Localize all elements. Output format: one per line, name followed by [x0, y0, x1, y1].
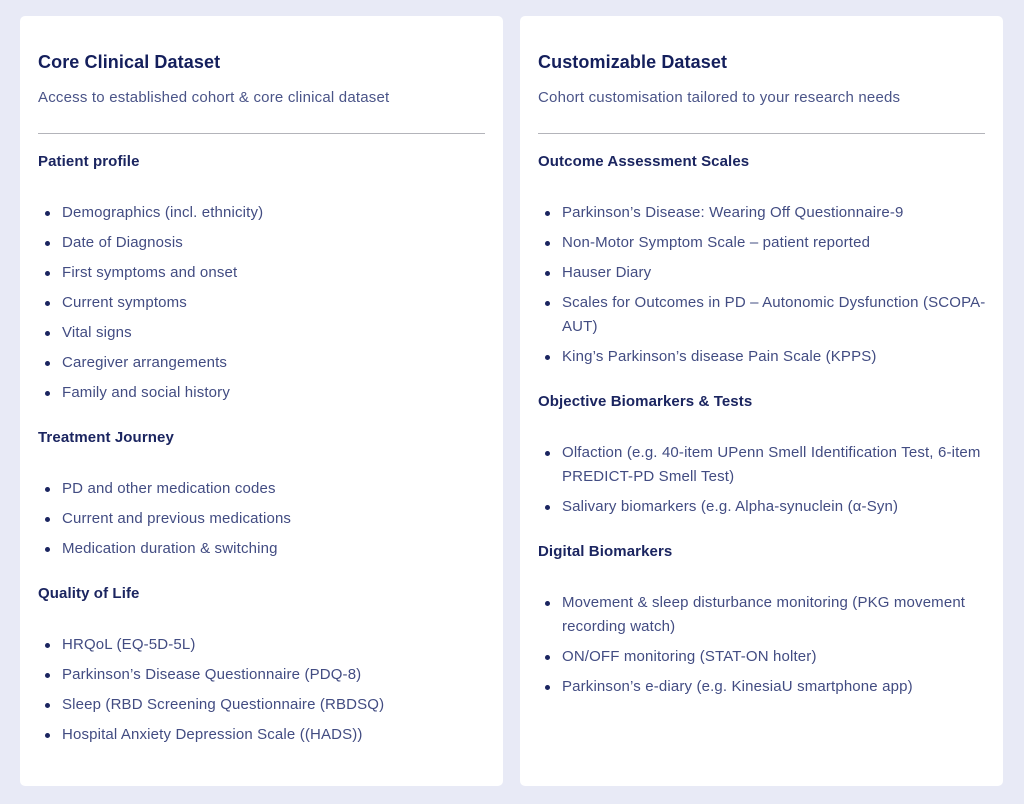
- list-item: Salivary biomarkers (e.g. Alpha-synuclein (α-Syn): [538, 495, 993, 519]
- bullet-icon: [45, 361, 50, 366]
- card-subtitle: Cohort customisation tailored to your research needs: [538, 89, 901, 106]
- bullet-icon: [45, 331, 50, 336]
- list-item: Demographics (incl. ethnicity): [38, 201, 493, 225]
- digital-biomarkers-list: [538, 591, 993, 699]
- bullet-icon: [545, 241, 550, 246]
- list-item: Vital signs: [38, 321, 493, 345]
- bullet-icon: [545, 601, 550, 606]
- list-item: Date of Diagnosis: [38, 231, 493, 255]
- bullet-icon: [45, 703, 50, 708]
- bullet-icon: [45, 517, 50, 522]
- bullet-icon: [45, 673, 50, 678]
- list-item: PD and other medication codes: [38, 477, 493, 501]
- bullet-icon: [545, 685, 550, 690]
- bullet-icon: [45, 301, 50, 306]
- list-item: Parkinson’s Disease: Wearing Off Questionnaire-9: [538, 201, 993, 225]
- bullet-icon: [545, 271, 550, 276]
- list-item: Sleep (RBD Screening Questionnaire (RBDSQ): [38, 693, 493, 717]
- section-title-patient-profile: Patient profile: [38, 153, 140, 170]
- list-item: ON/OFF monitoring (STAT-ON holter): [538, 645, 993, 669]
- objective-biomarkers-list: [538, 441, 993, 519]
- list-item: Hauser Diary: [538, 261, 993, 285]
- list-item: Movement & sleep disturbance monitoring (PKG movement recording watch): [538, 591, 993, 639]
- list-item: First symptoms and onset: [38, 261, 493, 285]
- quality-of-life-list: [38, 633, 493, 747]
- outcome-assessment-list: [538, 201, 993, 369]
- divider: [538, 133, 985, 134]
- list-item: Current and previous medications: [38, 507, 493, 531]
- list-item: Olfaction (e.g. 40-item UPenn Smell Identification Test, 6-item PREDICT-PD Smell Test): [538, 441, 993, 489]
- section-title-outcome-assessment-scales: Outcome Assessment Scales: [538, 153, 750, 170]
- bullet-icon: [45, 211, 50, 216]
- customizable-dataset-card: [520, 16, 1003, 786]
- list-item: King’s Parkinson’s disease Pain Scale (KPPS): [538, 345, 993, 369]
- list-item: Family and social history: [38, 381, 493, 405]
- bullet-icon: [545, 655, 550, 660]
- list-item: Medication duration & switching: [38, 537, 493, 561]
- divider: [38, 133, 485, 134]
- bullet-icon: [545, 505, 550, 510]
- bullet-icon: [45, 487, 50, 492]
- list-item: Parkinson’s e-diary (e.g. KinesiaU smartphone app): [538, 675, 993, 699]
- patient-profile-list: [38, 201, 493, 405]
- bullet-icon: [545, 301, 550, 306]
- card-title: Customizable Dataset: [538, 52, 728, 72]
- list-item: Caregiver arrangements: [38, 351, 493, 375]
- bullet-icon: [45, 391, 50, 396]
- card-title: Core Clinical Dataset: [38, 52, 221, 72]
- card-subtitle: Access to established cohort & core clinical dataset: [38, 89, 390, 106]
- list-item: Parkinson’s Disease Questionnaire (PDQ-8): [38, 663, 493, 687]
- bullet-icon: [545, 451, 550, 456]
- bullet-icon: [545, 355, 550, 360]
- bullet-icon: [45, 241, 50, 246]
- bullet-icon: [45, 643, 50, 648]
- list-item: Scales for Outcomes in PD – Autonomic Dysfunction (SCOPA-AUT): [538, 291, 993, 339]
- treatment-journey-list: [38, 477, 493, 561]
- bullet-icon: [45, 271, 50, 276]
- bullet-icon: [545, 211, 550, 216]
- section-title-quality-of-life: Quality of Life: [38, 585, 140, 602]
- card-content: [38, 153, 493, 771]
- list-item: Hospital Anxiety Depression Scale ((HADS)): [38, 723, 493, 747]
- list-item: Current symptoms: [38, 291, 493, 315]
- card-content: [538, 153, 993, 723]
- section-title-objective-biomarkers: Objective Biomarkers & Tests: [538, 393, 753, 410]
- core-clinical-dataset-card: [20, 16, 503, 786]
- list-item: Non-Motor Symptom Scale – patient reported: [538, 231, 993, 255]
- list-item: HRQoL (EQ-5D-5L): [38, 633, 493, 657]
- bullet-icon: [45, 733, 50, 738]
- section-title-treatment-journey: Treatment Journey: [38, 429, 174, 446]
- bullet-icon: [45, 547, 50, 552]
- section-title-digital-biomarkers: Digital Biomarkers: [538, 543, 673, 560]
